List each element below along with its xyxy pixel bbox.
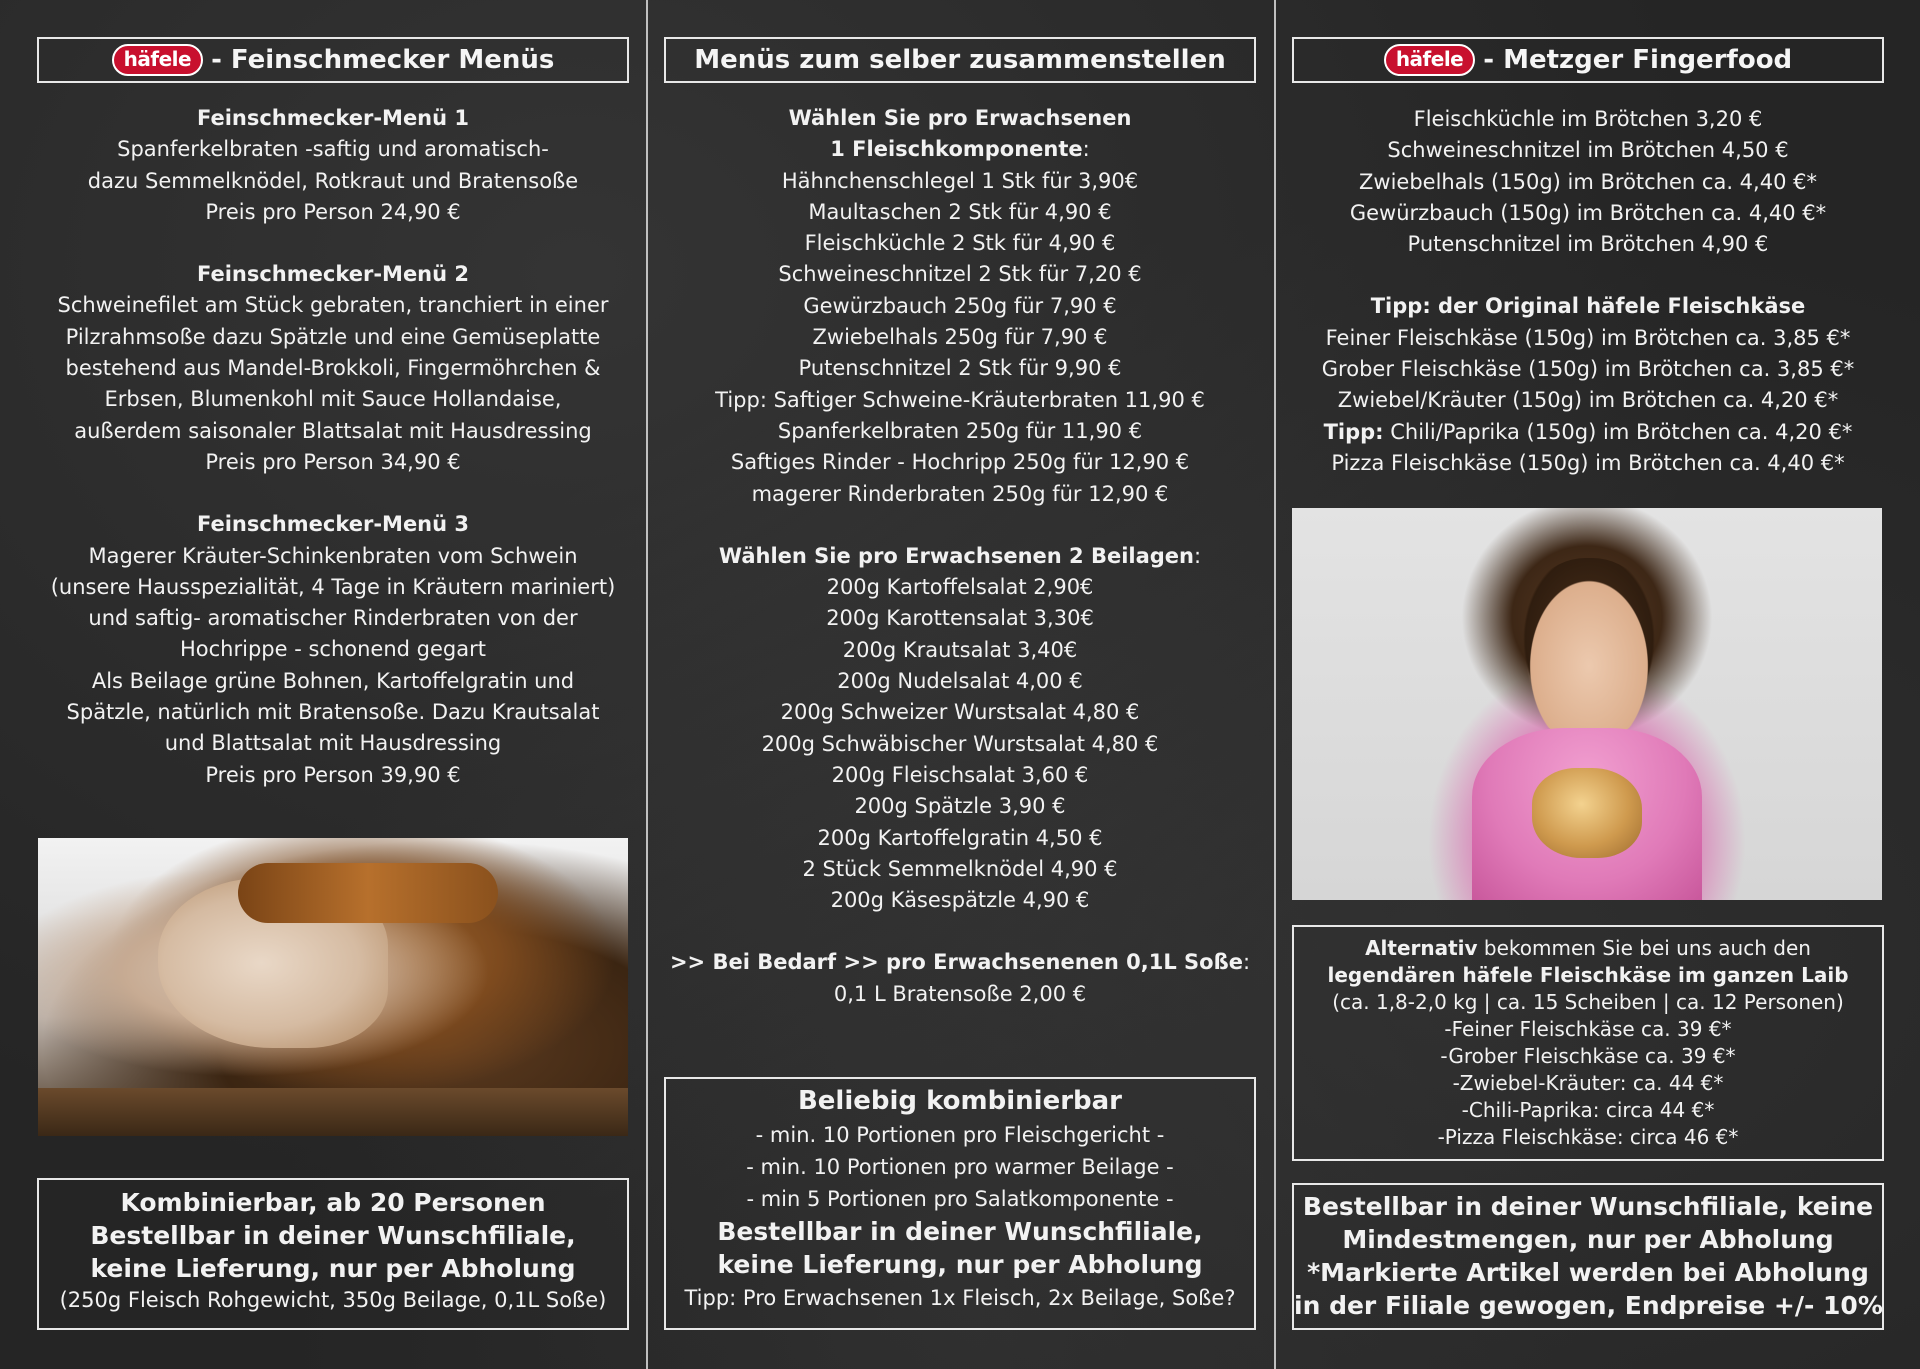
menu3-line: und Blattsalat mit Hausdressing [164, 731, 502, 756]
fingerfood-header-title: - Metzger Fingerfood [1483, 45, 1793, 75]
fleischkaese-item: Pizza Fleischkäse (150g) im Brötchen ca. 4,40 €* [1331, 450, 1845, 475]
haefele-logo: häfele [1384, 44, 1475, 76]
fingerfood-header [1292, 37, 1884, 83]
alternative-text: bekommen Sie bei uns auch den [1477, 936, 1811, 960]
footer-line: Bestellbar in deiner Wunschfiliale, [717, 1217, 1203, 1246]
footer-line: Bestellbar in deiner Wunschfiliale, [90, 1221, 576, 1250]
meat-intro-2: 1 Fleischkomponente [830, 137, 1083, 162]
menu1-price: Preis pro Person 24,90 € [205, 199, 461, 224]
combination-rule: - min. 10 Portionen pro warmer Beilage - [746, 1155, 1174, 1179]
sauce-item: 0,1 L Bratensoße 2,00 € [833, 981, 1087, 1006]
fingerfood-item: Zwiebelhals (150g) im Brötchen ca. 4,40 €* [1359, 169, 1817, 194]
menu3-line: Spätzle, natürlich mit Bratensoße. Dazu Krautsalat [66, 700, 600, 725]
menu3-line: Magerer Kräuter-Schinkenbraten vom Schwein [88, 543, 578, 568]
roast-pork-photo [38, 838, 628, 1136]
menu2-line: bestehend aus Mandel-Brokkoli, Fingermöhrchen & [65, 356, 601, 381]
fingerfood-item: Putenschnitzel im Brötchen 4,90 € [1407, 232, 1769, 257]
child-with-bread-photo [1292, 508, 1882, 900]
menu2-line: Erbsen, Blumenkohl mit Sauce Hollandaise, [104, 387, 562, 412]
menu2-title: Feinschmecker-Menü 2 [196, 262, 470, 287]
menu2-line: außerdem saisonaler Blattsalat mit Hausdressing [74, 418, 592, 443]
column-zusammenstellen [648, 0, 1274, 1369]
meat-item: Saftiges Rinder - Hochripp 250g für 12,90 € [730, 450, 1190, 475]
menu3-line: Als Beilage grüne Bohnen, Kartoffelgratin und [91, 668, 575, 693]
fleischkaese-item: Zwiebel/Kräuter (150g) im Brötchen ca. 4,20 €* [1337, 388, 1839, 413]
menu1-line: Spanferkelbraten -saftig und aromatisch- [117, 137, 549, 162]
column-feinschmecker [0, 0, 646, 1369]
sauce-intro: >> Bei Bedarf >> pro Erwachsenenen 0,1L Soße [669, 950, 1243, 975]
laib-price: -Zwiebel-Kräuter: ca. 44 €* [1452, 1071, 1724, 1095]
sides-intro-colon: : [1194, 543, 1202, 568]
meat-item: Spanferkelbraten 250g für 11,90 € [777, 418, 1143, 443]
fingerfood-item: Schweineschnitzel im Brötchen 4,50 € [1387, 138, 1789, 163]
meat-intro-colon: : [1082, 137, 1090, 162]
combination-rule: - min 5 Portionen pro Salatkomponente - [746, 1187, 1174, 1211]
combination-footer-box [664, 1077, 1256, 1330]
meat-item: Maultaschen 2 Stk für 4,90 € [808, 199, 1112, 224]
side-item: 200g Kartoffelgratin 4,50 € [817, 825, 1103, 850]
laib-price: -Feiner Fleischkäse ca. 39 €* [1444, 1017, 1732, 1041]
side-item: 200g Krautsalat 3,40€ [842, 637, 1078, 662]
menu2-price: Preis pro Person 34,90 € [205, 449, 461, 474]
menu3-line: Hochrippe - schonend gegart [180, 637, 486, 662]
fleischkaese-item: Chili/Paprika (150g) im Brötchen ca. 4,20 €* [1383, 419, 1853, 444]
footer-line: *Markierte Artikel werden bei Abholung [1307, 1258, 1869, 1287]
fleischkaese-tip-label: Tipp: [1323, 419, 1384, 444]
feinschmecker-menus [0, 103, 666, 791]
combination-rule: - min. 10 Portionen pro Fleischgericht - [755, 1123, 1165, 1147]
menu3-line: und saftig- aromatischer Rinderbraten von der [88, 606, 578, 631]
fingerfood-footer-box [1292, 1183, 1884, 1330]
meat-item: Tipp: Saftiger Schweine-Kräuterbraten 11,90 € [715, 387, 1205, 412]
fleischkaese-item: Feiner Fleischkäse (150g) im Brötchen ca. 3,85 €* [1325, 325, 1851, 350]
side-item: 200g Käsespätzle 4,90 € [830, 888, 1090, 913]
haefele-logo: häfele [112, 44, 203, 76]
fleischkaese-tip-title: Tipp: der Original häfele Fleischkäse [1370, 294, 1806, 319]
side-item: 200g Schweizer Wurstsalat 4,80 € [780, 700, 1140, 725]
alternative-label: Alternativ [1365, 936, 1478, 960]
alternative-info-box [1292, 925, 1884, 1161]
menu2-line: Pilzrahmsoße dazu Spätzle und eine Gemüseplatte [65, 324, 601, 349]
footer-line: keine Lieferung, nur per Abholung [717, 1250, 1203, 1279]
meat-item: Schweineschnitzel 2 Stk für 7,20 € [778, 262, 1142, 287]
meat-item: Fleischküchle 2 Stk für 4,90 € [804, 231, 1116, 256]
alternative-details: (ca. 1,8-2,0 kg | ca. 15 Scheiben | ca. 12 Personen) [1332, 990, 1844, 1014]
fingerfood-lists [1276, 104, 1900, 479]
footer-line: Bestellbar in deiner Wunschfiliale, keine [1302, 1192, 1874, 1221]
sauce-intro-colon: : [1242, 950, 1251, 975]
laib-price: -Grober Fleischkäse ca. 39 €* [1440, 1044, 1736, 1068]
feinschmecker-footer-box [37, 1178, 629, 1330]
menu1-title: Feinschmecker-Menü 1 [196, 106, 470, 130]
footer-line: keine Lieferung, nur per Abholung [90, 1254, 576, 1283]
side-item: 200g Kartoffelsalat 2,90€ [826, 575, 1094, 600]
footer-line: in der Filiale gewogen, Endpreise +/- 10% [1294, 1291, 1883, 1320]
combination-tip: Tipp: Pro Erwachsenen 1x Fleisch, 2x Beilage, Soße? [684, 1286, 1236, 1310]
fingerfood-item: Gewürzbauch (150g) im Brötchen ca. 4,40 €* [1349, 200, 1827, 225]
menu3-title: Feinschmecker-Menü 3 [196, 512, 470, 537]
zusammenstellen-header-title: Menüs zum selber zusammenstellen [694, 45, 1226, 75]
meat-item: Putenschnitzel 2 Stk für 9,90 € [798, 356, 1122, 381]
alternative-subtitle: legendären häfele Fleischkäse im ganzen Laib [1327, 963, 1849, 987]
feinschmecker-header-title: - Feinschmecker Menüs [211, 45, 555, 75]
bread-roll [1532, 768, 1642, 858]
meat-intro: Wählen Sie pro Erwachsenen [788, 106, 1132, 130]
meat-item: Zwiebelhals 250g für 7,90 € [812, 325, 1108, 350]
side-item: 2 Stück Semmelknödel 4,90 € [802, 856, 1118, 881]
fleischkaese-item: Grober Fleischkäse (150g) im Brötchen ca. 3,85 €* [1321, 357, 1855, 382]
column-fingerfood [1276, 0, 1920, 1369]
menu3-price: Preis pro Person 39,90 € [205, 762, 461, 787]
laib-price: -Chili-Paprika: circa 44 €* [1461, 1098, 1715, 1122]
footer-line: Kombinierbar, ab 20 Personen [120, 1188, 546, 1217]
side-item: 200g Fleischsalat 3,60 € [831, 762, 1089, 787]
fingerfood-item: Fleischküchle im Brötchen 3,20 € [1413, 107, 1763, 131]
footer-line: Mindestmengen, nur per Abholung [1342, 1225, 1834, 1254]
composition-lists [648, 103, 1272, 1010]
laib-price: -Pizza Fleischkäse: circa 46 €* [1437, 1125, 1739, 1149]
meat-item: Gewürzbauch 250g für 7,90 € [803, 293, 1117, 318]
menu3-line: (unsere Hausspezialität, 4 Tage in Kräutern mariniert) [50, 574, 616, 599]
menu1-line: dazu Semmelknödel, Rotkraut und Bratensoße [87, 168, 579, 193]
side-item: 200g Schwäbischer Wurstsalat 4,80 € [761, 731, 1159, 756]
zusammenstellen-header [664, 37, 1256, 83]
meat-item: Hähnchenschlegel 1 Stk für 3,90€ [781, 168, 1139, 193]
meat-item: magerer Rinderbraten 250g für 12,90 € [751, 481, 1169, 506]
footer-note: (250g Fleisch Rohgewicht, 350g Beilage, 0,1L Soße) [59, 1288, 607, 1312]
sides-intro: Wählen Sie pro Erwachsenen 2 Beilagen [718, 543, 1194, 568]
side-item: 200g Karottensalat 3,30€ [826, 606, 1094, 631]
combination-title: Beliebig kombinierbar [797, 1086, 1123, 1116]
menu2-line: Schweinefilet am Stück gebraten, tranchiert in einer [57, 293, 609, 318]
feinschmecker-header [37, 37, 629, 83]
side-item: 200g Nudelsalat 4,00 € [837, 669, 1083, 694]
side-item: 200g Spätzle 3,90 € [854, 794, 1066, 819]
